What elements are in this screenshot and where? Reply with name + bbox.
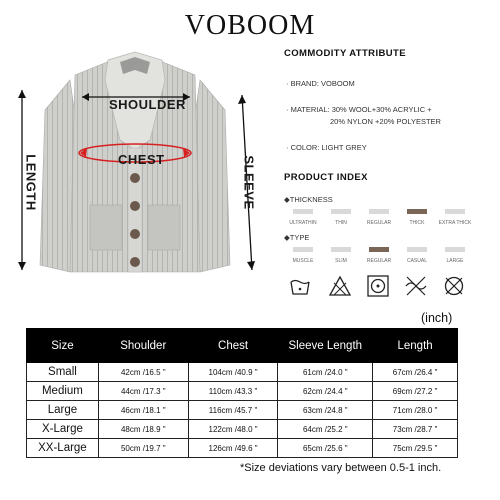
scale-swatch — [331, 247, 351, 252]
type-scale — [284, 247, 474, 277]
scale-swatch-selected — [407, 209, 427, 214]
shoulder-label: SHOULDER — [109, 97, 186, 112]
scale-option-label: THIN — [335, 220, 347, 226]
scale-option-label: MUSCLE — [292, 258, 314, 264]
brand-attr: · BRAND: VOBOOM — [286, 79, 355, 88]
header-sleeve-length: Sleeve Length — [278, 329, 373, 363]
measure-cell: 46cm /18.1 " — [98, 401, 188, 420]
thickness-title: ◆THICKNESS — [284, 195, 333, 204]
measure-cell: 71cm /28.0 " — [373, 401, 458, 420]
scale-option-label: REGULAR — [366, 258, 392, 264]
header-size: Size — [27, 329, 99, 363]
button-2 — [130, 201, 140, 211]
product-index-title: PRODUCT INDEX — [284, 172, 368, 183]
bullet-icon: ◆ — [284, 233, 290, 242]
measure-cell: 67cm /26.4 " — [373, 363, 458, 382]
material-line-2: 20% NYLON +20% POLYESTER — [330, 117, 441, 126]
measure-cell: 65cm /25.6 " — [278, 439, 373, 458]
bullet-icon: ◆ — [284, 195, 290, 204]
scale-option — [284, 209, 322, 226]
scale-option-label: REGULAR — [366, 220, 392, 226]
thickness-scale — [284, 209, 474, 239]
scale-option-label: SLIM — [335, 258, 347, 264]
measure-cell: 44cm /17.3 " — [98, 382, 188, 401]
scale-swatch — [293, 247, 313, 252]
table-row — [27, 420, 458, 439]
table-row — [27, 401, 458, 420]
measure-cell: 73cm /28.7 " — [373, 420, 458, 439]
measure-cell: 61cm /24.0 " — [278, 363, 373, 382]
size-cell: XX-Large — [27, 439, 99, 458]
scale-option — [360, 209, 398, 226]
measure-cell: 48cm /18.9 " — [98, 420, 188, 439]
button-1 — [130, 173, 140, 183]
size-chart-table — [26, 328, 458, 458]
measure-cell: 62cm /24.4 " — [278, 382, 373, 401]
measure-cell: 116cm /45.7 " — [188, 401, 278, 420]
scale-option-label: CASUAL — [406, 258, 427, 264]
brand-title: VOBOOM — [184, 10, 316, 41]
scale-swatch — [445, 209, 465, 214]
measure-cell: 42cm /16.5 " — [98, 363, 188, 382]
type-title: ◆TYPE — [284, 233, 310, 242]
size-cell: Medium — [27, 382, 99, 401]
scale-swatch-selected — [369, 247, 389, 252]
header-chest: Chest — [188, 329, 278, 363]
scale-option-label: THICK — [409, 220, 425, 226]
scale-option-label: ULTRATHIN — [289, 220, 317, 226]
color-attr: · COLOR: LIGHT GREY — [286, 143, 367, 152]
sleeve-label: SLEEVE — [241, 155, 257, 210]
scale-swatch — [407, 247, 427, 252]
chest-label: CHEST — [118, 152, 165, 167]
table-row — [27, 382, 458, 401]
measure-cell: 69cm /27.2 " — [373, 382, 458, 401]
measure-cell: 110cm /43.3 " — [188, 382, 278, 401]
scale-option — [284, 247, 322, 264]
measure-cell: 104cm /40.9 " — [188, 363, 278, 382]
scale-option — [360, 247, 398, 264]
care-icons — [288, 274, 488, 302]
scale-option — [398, 247, 436, 264]
scale-option — [398, 209, 436, 226]
measure-cell: 50cm /19.7 " — [98, 439, 188, 458]
scale-option — [322, 209, 360, 226]
measure-cell: 63cm /24.8 " — [278, 401, 373, 420]
commodity-attribute-title: COMMODITY ATTRIBUTE — [284, 48, 406, 59]
scale-option — [322, 247, 360, 264]
scale-option-label: LARGE — [446, 258, 464, 264]
scale-option-label: EXTRA THICK — [438, 220, 472, 226]
button-4 — [130, 257, 140, 267]
scale-swatch — [331, 209, 351, 214]
scale-swatch — [445, 247, 465, 252]
measure-cell: 126cm /49.6 " — [188, 439, 278, 458]
header-shoulder: Shoulder — [98, 329, 188, 363]
no-dry-clean-icon — [442, 274, 466, 298]
material-line-1: · MATERIAL: 30% WOOL+30% ACRYLIC + — [286, 105, 432, 114]
size-cell: X-Large — [27, 420, 99, 439]
footnote: *Size deviations vary between 0.5-1 inch. — [240, 462, 442, 474]
no-bleach-icon — [328, 274, 352, 298]
header-length: Length — [373, 329, 458, 363]
size-cell: Small — [27, 363, 99, 382]
size-cell: Large — [27, 401, 99, 420]
scale-swatch — [293, 209, 313, 214]
table-row — [27, 439, 458, 458]
button-3 — [130, 229, 140, 239]
measure-cell: 122cm /48.0 " — [188, 420, 278, 439]
measure-cell: 64cm /25.2 " — [278, 420, 373, 439]
length-label: LENGTH — [23, 154, 39, 211]
table-row — [27, 363, 458, 382]
measure-cell: 75cm /29.5 " — [373, 439, 458, 458]
tumble-dry-icon — [366, 274, 390, 298]
left-pocket — [90, 205, 122, 250]
hand-wash-30-icon — [288, 274, 312, 298]
scale-option — [436, 209, 474, 226]
unit-note: (inch) — [421, 311, 453, 325]
scale-swatch — [369, 209, 389, 214]
table-header-row — [27, 329, 458, 363]
material-attr — [286, 104, 441, 128]
no-wring-icon — [404, 274, 428, 298]
right-pocket — [148, 205, 180, 250]
scale-option — [436, 247, 474, 264]
